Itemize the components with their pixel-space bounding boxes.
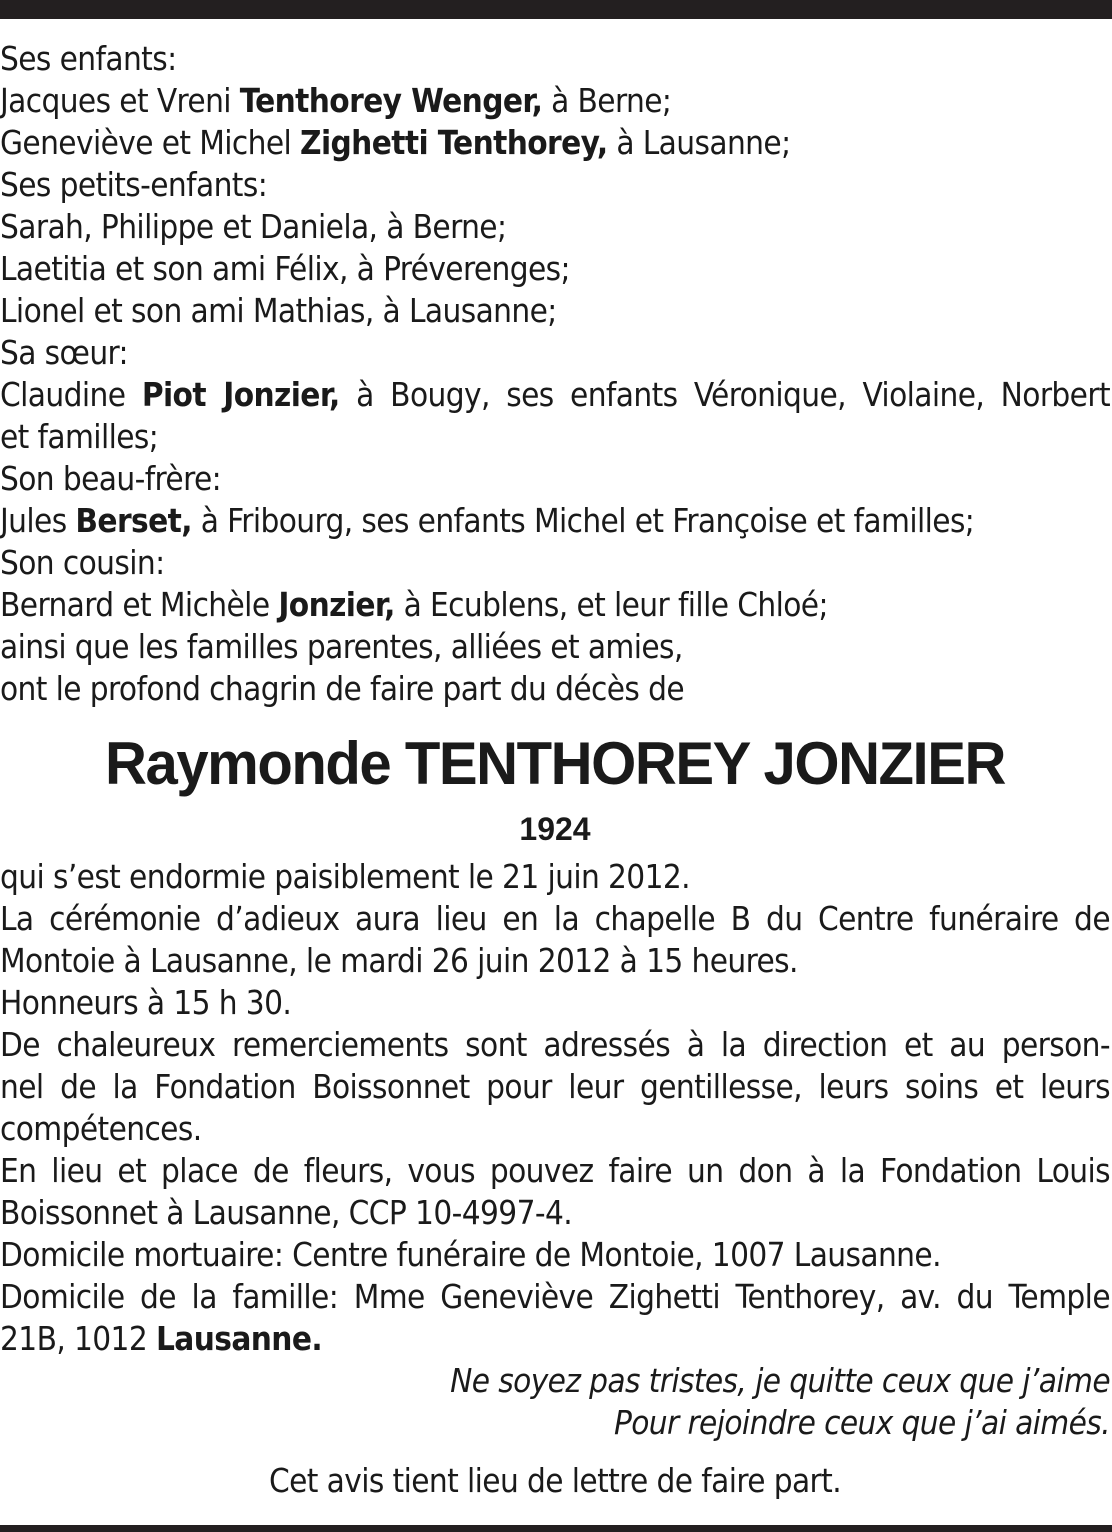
grandchildren-heading: Ses petits-enfants:: [0, 165, 268, 204]
donation-line: Boissonnet à Lausanne, CCP 10-4997-4.: [0, 1193, 573, 1232]
brother-in-law-line: [0, 500, 1110, 542]
sister-line: [0, 374, 1110, 416]
sister-line-cont: et familles;: [0, 417, 159, 456]
honours-line: Honneurs à 15 h 30.: [0, 983, 292, 1022]
text: à Berne;: [542, 81, 672, 120]
family-home-line: Domicile de la famille: Mme Geneviève Zighetti Tenthorey, av. du Temple: [0, 1277, 1110, 1316]
family-name: Piot Jonzier,: [141, 375, 340, 414]
text: Jules: [0, 501, 76, 540]
child-line-1: [0, 80, 1110, 122]
donation-line: En lieu et place de fleurs, vous pouvez faire un don à la Fondation Louis: [0, 1151, 1110, 1190]
cousin-heading: Son cousin:: [0, 543, 165, 582]
deceased-name: Raymonde TENTHOREY JONZIER: [105, 730, 1006, 797]
closing-line: Cet avis tient lieu de lettre de faire part.: [268, 1461, 842, 1500]
family-name: Zighetti Tenthorey,: [300, 123, 608, 162]
grandchild-line: Laetitia et son ami Félix, à Préverenges;: [0, 249, 570, 288]
text: Claudine: [0, 375, 142, 414]
cousin-line: [0, 584, 1110, 626]
top-rule: [0, 0, 1112, 19]
family-name: Tenthorey Wenger,: [239, 81, 543, 120]
child-line-2: [0, 122, 1110, 164]
quote-line: Ne soyez pas tristes, je quitte ceux que j’aime: [450, 1361, 1110, 1400]
thanks-line: De chaleureux remerciements sont adressés à la direction et au person-: [0, 1025, 1110, 1064]
children-heading: Ses enfants:: [0, 39, 177, 78]
text: à Ecublens, et leur fille Chloé;: [394, 585, 828, 624]
sister-heading: Sa sœur:: [0, 333, 128, 372]
brother-in-law-heading: Son beau-frère:: [0, 459, 222, 498]
announce-line: ont le profond chagrin de faire part du décès de: [0, 669, 685, 708]
family-name: Berset,: [75, 501, 192, 540]
ceremony-line: La cérémonie d’adieux aura lieu en la chapelle B du Centre funéraire de: [0, 899, 1110, 938]
thanks-line: compétences.: [0, 1109, 202, 1148]
text: Geneviève et Michel: [0, 123, 301, 162]
text: à Bougy, ses enfants Véronique, Violaine, Norbert: [339, 375, 1110, 414]
thanks-line: nel de la Fondation Boissonnet pour leur gentillesse, leurs soins et leurs: [0, 1067, 1110, 1106]
text: 21B, 1012: [0, 1319, 156, 1358]
passed-line: qui s’est endormie paisiblement le 21 juin 2012.: [0, 857, 690, 896]
text: à Fribourg, ses enfants Michel et Françoise et familles;: [191, 501, 975, 540]
city: Lausanne.: [155, 1319, 323, 1358]
family-name: Jonzier,: [278, 585, 395, 624]
mortuary-line: Domicile mortuaire: Centre funéraire de Montoie, 1007 Lausanne.: [0, 1235, 941, 1274]
text: Jacques et Vreni: [0, 81, 240, 120]
text: à Lausanne;: [607, 123, 791, 162]
obituary-notice: [0, 38, 1110, 1502]
ceremony-line: Montoie à Lausanne, le mardi 26 juin 2012 à 15 heures.: [0, 941, 798, 980]
family-home-line: [0, 1318, 1110, 1360]
bottom-rule: [0, 1525, 1112, 1532]
grandchild-line: Lionel et son ami Mathias, à Lausanne;: [0, 291, 557, 330]
birth-year: 1924: [519, 811, 591, 847]
text: Bernard et Michèle: [0, 585, 279, 624]
grandchild-line: Sarah, Philippe et Daniela, à Berne;: [0, 207, 507, 246]
others-line: ainsi que les familles parentes, alliées et amies,: [0, 627, 683, 666]
quote-line: Pour rejoindre ceux que j’ai aimés.: [613, 1403, 1110, 1442]
